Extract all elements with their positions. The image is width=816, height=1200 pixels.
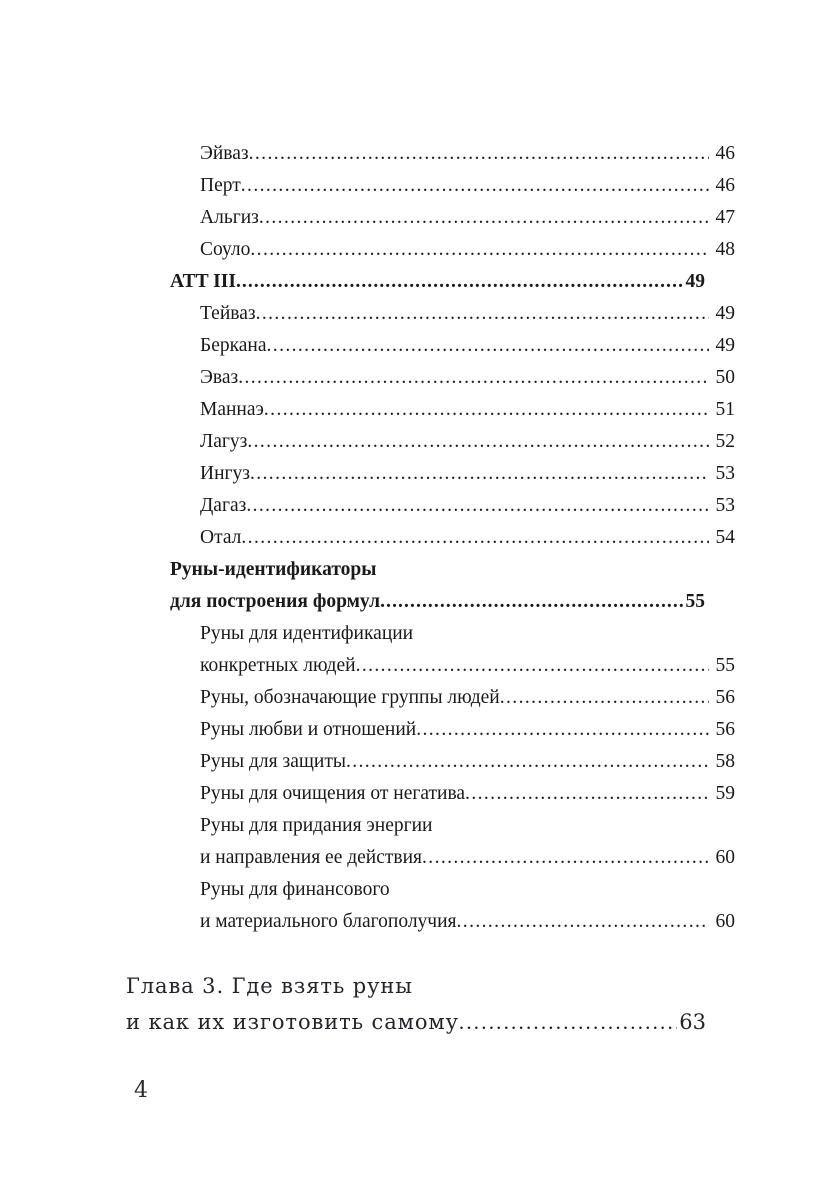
dot-leader [236,272,684,292]
chapter-line-1 [126,968,706,1004]
toc-entry-title: Руны-идентификаторы [170,559,377,580]
dot-leader [356,656,709,676]
dot-leader [246,496,708,516]
chapter-title-line-1: Глава 3. Где взять руны [126,974,413,998]
toc-row[interactable] [170,618,735,650]
toc-entry-page-number: 49 [715,335,735,356]
dot-leader [249,144,709,164]
toc-row[interactable] [170,810,735,842]
dot-leader [433,812,734,832]
toc-entry-page-number: 56 [715,687,735,708]
toc-list [170,138,735,938]
toc-entry-page-number: 55 [685,591,705,612]
toc-entry-page-number: 50 [715,367,735,388]
toc-row[interactable] [170,522,735,554]
toc-entry-title: для построения формул [170,591,381,612]
dot-leader [465,784,708,804]
toc-row[interactable] [170,682,735,714]
toc-entry-page-number: 53 [715,463,735,484]
toc-entry-title: Маннаэ [200,399,264,420]
toc-row[interactable] [170,138,735,170]
toc-row[interactable] [170,874,735,906]
toc-row[interactable] [170,650,735,682]
toc-entry-title: Эйваз [200,143,249,164]
toc-entry-title: Лагуз [200,431,248,452]
toc-entry-page-number: 52 [715,431,735,452]
dot-leader [241,528,708,548]
toc-entry-title: Руны для очищения от негатива [200,783,466,804]
dot-leader [267,336,709,356]
dot-leader [413,620,733,640]
toc-row[interactable] [170,778,735,810]
dot-leader [422,848,708,868]
toc-row[interactable] [170,298,735,330]
toc-row[interactable] [170,746,735,778]
toc-entry-title: Эваз [200,367,239,388]
dot-leader [264,400,709,420]
chapter-entry[interactable] [126,968,706,1040]
toc-entry-page-number: 51 [715,399,735,420]
toc-row[interactable] [170,554,705,586]
toc-entry-page-number: 56 [715,719,735,740]
toc-entry-page-number: 54 [715,527,735,548]
toc-row[interactable] [170,842,735,874]
page-folio: 4 [134,1078,148,1103]
toc-entry-title: и материального благополучия [200,911,457,932]
toc-entry-title: и направления ее действия [200,847,423,868]
toc-entry-title: Руны для финансового [200,879,390,900]
toc-row[interactable] [170,906,735,938]
toc-entry-title: Руны для защиты [200,751,346,772]
toc-row[interactable] [170,426,735,458]
dot-leader [238,368,708,388]
toc-entry-title: конкретных людей [200,655,356,676]
toc-row[interactable] [170,714,735,746]
toc-row[interactable] [170,170,735,202]
dot-leader [459,1012,677,1033]
toc-row[interactable] [170,490,735,522]
toc-entry-page-number: 46 [715,175,735,196]
toc-row[interactable] [170,458,735,490]
toc-entry-title: Беркана [200,335,267,356]
dot-leader [376,556,703,576]
toc-row[interactable] [170,586,705,618]
toc-entry-title: Руны любви и отношений [200,719,417,740]
toc-entry-title: ATT III [170,271,236,292]
toc-row[interactable] [170,202,735,234]
dot-leader [247,432,708,452]
toc-entry-title: Тейваз [200,303,256,324]
toc-entry-title: Руны для придания энергии [200,815,433,836]
toc-entry-page-number: 47 [715,207,735,228]
toc-entry-page-number: 49 [715,303,735,324]
dot-leader [457,912,709,932]
toc-entry-title: Руны для идентификации [200,623,414,644]
toc-entry-title: Ингуз [200,463,250,484]
dot-leader [259,208,709,228]
toc-row[interactable] [170,362,735,394]
toc-entry-page-number: 48 [715,239,735,260]
dot-leader [390,876,733,896]
toc-entry-page-number: 58 [715,751,735,772]
toc-entry-title: Альгиз [200,207,259,228]
dot-leader [250,240,708,260]
toc-entry-title: Руны, обозначающие группы людей [200,687,500,708]
toc-row[interactable] [170,234,735,266]
toc-entry-title: Перт [200,175,241,196]
chapter-line-2 [126,1004,706,1040]
toc-entry-page-number: 60 [715,847,735,868]
dot-leader [380,592,683,612]
dot-leader [250,464,709,484]
toc-entry-title: Дагаз [200,495,247,516]
toc-entry-page-number: 60 [715,911,735,932]
toc-entry-title: Соуло [200,239,251,260]
toc-row[interactable] [170,266,705,298]
chapter-title-line-2: и как их изготовить самому [126,1010,459,1034]
dot-leader [256,304,709,324]
toc-entry-title: Отал [200,527,242,548]
dot-leader [346,752,709,772]
toc-row[interactable] [170,394,735,426]
chapter-page-number: 63 [679,1010,706,1034]
dot-leader [416,720,708,740]
dot-leader [500,688,709,708]
toc-entry-page-number: 55 [715,655,735,676]
dot-leader [241,176,709,196]
toc-entry-page-number: 59 [715,783,735,804]
toc-row[interactable] [170,330,735,362]
toc-entry-page-number: 53 [715,495,735,516]
toc-entry-page-number: 49 [685,271,705,292]
toc-entry-page-number: 46 [715,143,735,164]
